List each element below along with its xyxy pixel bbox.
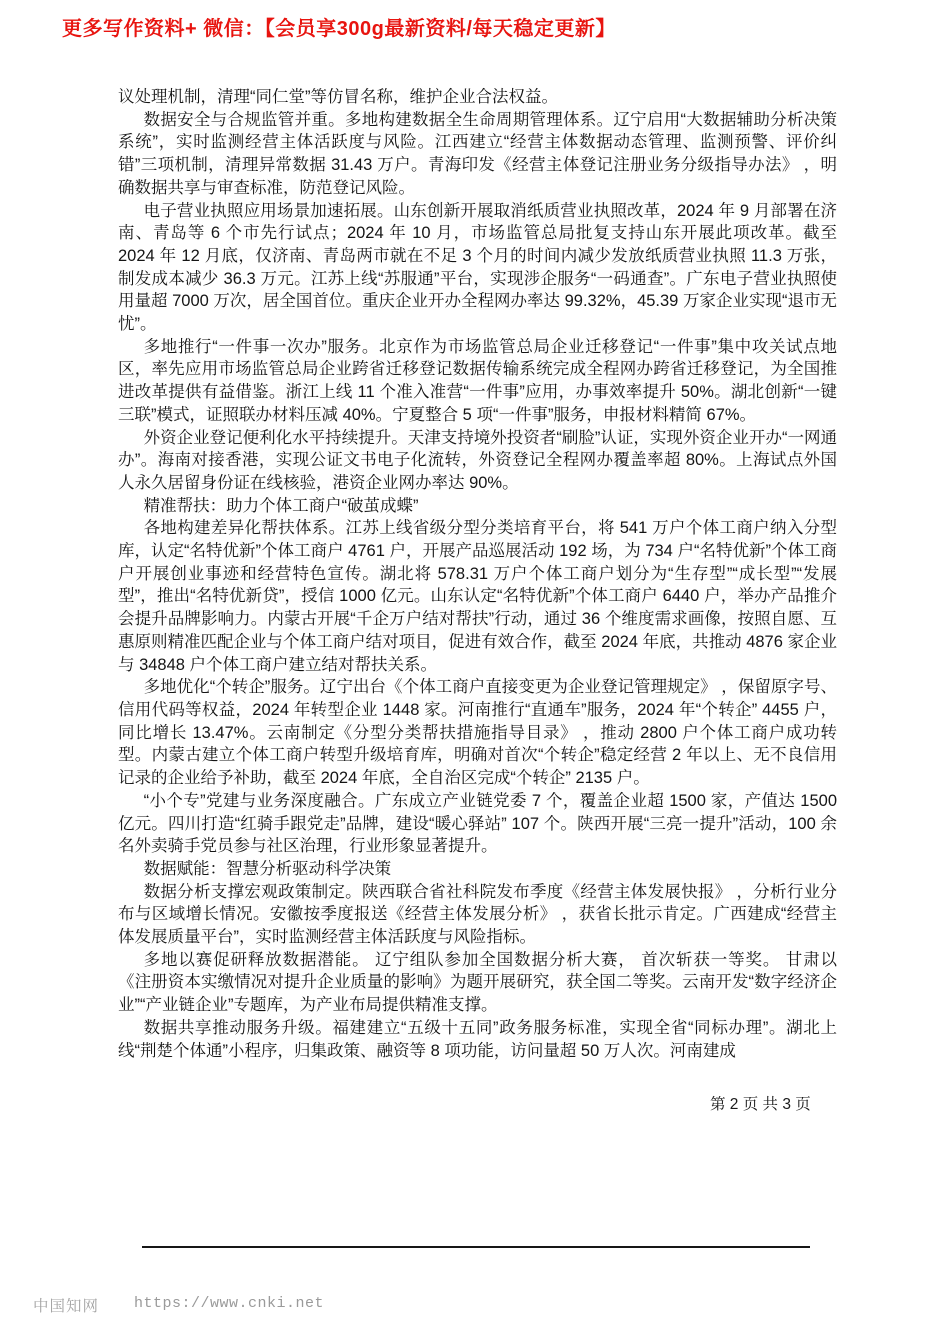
paragraph: 数据安全与合规监管并重。多地构建数据全生命周期管理体系。辽宁启用“大数据辅助分析决策系统”，实时监测经营主体活跃度与风险。江西建立“经营主体数据动态管理、监测预警、评价纠错”三项机制，清理异常数据 31.43 万户。青海印发《经营主体登记注册业务分级指导办法》 ，明确数据共享与审查标准，防范登记风险。 (118, 110, 837, 197)
paragraph: 各地构建差异化帮扶体系。江苏上线省级分型分类培育平台，将 541 万户个体工商户纳入分型库，认定“名特优新”个体工商户 4761 户，开展产品巡展活动 192 场，为 734 户“名特优新”个体工商户开展创业事迹和经营特色宣传。湖北将 578.31 万户个体工商户划分为“生存型”“成长型”“发展型”，推出“名特优新贷”，授信 1000 亿元。山东认定“名特优新”个体工商户 6440 户，举办产品推介会提升品牌影响力。内蒙古开展“千企万户结对帮扶”行动，通过 36 个维度需求画像，按照自愿、互惠原则精准匹配企业与个体工商户结对项目，促进有效合作，截至 2024 年底，共推动 4876 家企业与 34848 户个体工商户建立结对帮扶关系。 (118, 519, 837, 674)
paragraph: 电子营业执照应用场景加速拓展。山东创新开展取消纸质营业执照改革，2024 年 9 月部署在济南、青岛等 6 个市先行试点；2024 年 10 月，市场监管总局批复支持山东开展此项改革。截至 2024 年 12 月底，仅济南、青岛两市就在不足 3 个月的时间内减少发放纸质营业执照 11.3 万张，制发成本减少 36.3 万元。江苏上线“苏服通”平台，实现涉企服务“一码通查”。广东电子营业执照使用量超 7000 万次，居全国首位。重庆企业开办全程网办率达 99.32%，45.39 万家企业实现“退市无忧”。 (118, 201, 837, 334)
page-number: 第 2 页 共 3 页 (710, 1096, 811, 1113)
paragraph: 议处理机制，清理“同仁堂”等仿冒名称，维护企业合法权益。 (118, 88, 558, 106)
paragraph: 多地优化“个转企”服务。辽宁出台《个体工商户直接变更为企业登记管理规定》 ，保留原字号、信用代码等权益，2024 年转型企业 1448 家。河南推行“直通车”服务，2024 年“个转企” 4455 户，同比增长 13.47%。云南制定《分型分类帮扶措施指导目录》 ，推动 2800 户个体工商户成功转型。内蒙古建立个体工商户转型升级培育库，明确对首次“个转企”稳定经营 2 年以上、无不良信用记录的企业给予补助，截至 2024 年底，全自治区完成“个转企” 2135 户。 (118, 678, 837, 788)
paragraph: 多地推行“一件事一次办”服务。北京作为市场监管总局企业迁移登记“一件事”集中攻关试点地区，率先应用市场监管总局企业跨省迁移登记数据传输系统完成全程网办跨省迁移登记，为全国推进改革提供有益借鉴。浙江上线 11 个准入准营“一件事”应用，办事效率提升 50%。湖北创新“一键三联”模式，证照联办材料压减 40%。宁夏整合 5 项“一件事”服务，申报材料精简 67%。 (118, 337, 837, 424)
paragraph: 多地以赛促研释放数据潜能。 辽宁组队参加全国数据分析大赛， 首次斩获一等奖。 甘肃以 《注册资本实缴情况对提升企业质量的影响》为题开展研究，获全国二等奖。云南开发“数字经济企业”“产业链企业”专题库，为产业布局提供精准支撑。 (118, 950, 837, 1015)
section-heading: 数据赋能：智慧分析驱动科学决策 (143, 859, 392, 878)
paragraph: 数据共享推动服务升级。福建建立“五级十五同”政务服务标准，实现全省“同标办理”。湖北上线“荆楚个体通”小程序，归集政策、融资等 8 项功能，访问量超 50 万人次。河南建成 (118, 1018, 837, 1060)
promo-banner: 更多写作资料+ 微信：【会员享300g最新资料/每天稳定更新】 (62, 18, 616, 40)
paragraph: “小个专”党建与业务深度融合。广东成立产业链党委 7 个，覆盖企业超 1500 家，产值达 1500 亿元。四川打造“红骑手跟党走”品牌，建设“暖心驿站” 107 个。陕西开展“三亮一提升”活动，100 余名外卖骑手党员参与社区治理，行业形象显著提升。 (118, 791, 837, 856)
cnki-watermark-label: 中国知网 (33, 1298, 100, 1315)
section-heading: 精准帮扶：助力个体工商户“破茧成蝶” (143, 496, 419, 515)
paragraph: 外资企业登记便利化水平持续提升。天津支持境外投资者“刷脸”认证，实现外资企业开办“一网通办”。海南对接香港，实现公证文书电子化流转，外资登记全程网办覆盖率超 80%。上海试点外国人永久居留身份证在线核验，港资企业网办率达 90%。 (118, 428, 837, 492)
footer-divider-line (142, 1246, 810, 1248)
paragraph: 数据分析支撑宏观政策制定。陕西联合省社科院发布季度《经营主体发展快报》 ，分析行业分布与区域增长情况。安徽按季度报送《经营主体发展分析》 ，获省长批示肯定。广西建成“经营主体发展质量平台”，实时监测经营主体活跃度与风险指标。 (118, 882, 837, 947)
document-body (118, 86, 837, 1062)
cnki-url-link[interactable]: https://www.cnki.net (134, 1295, 325, 1312)
